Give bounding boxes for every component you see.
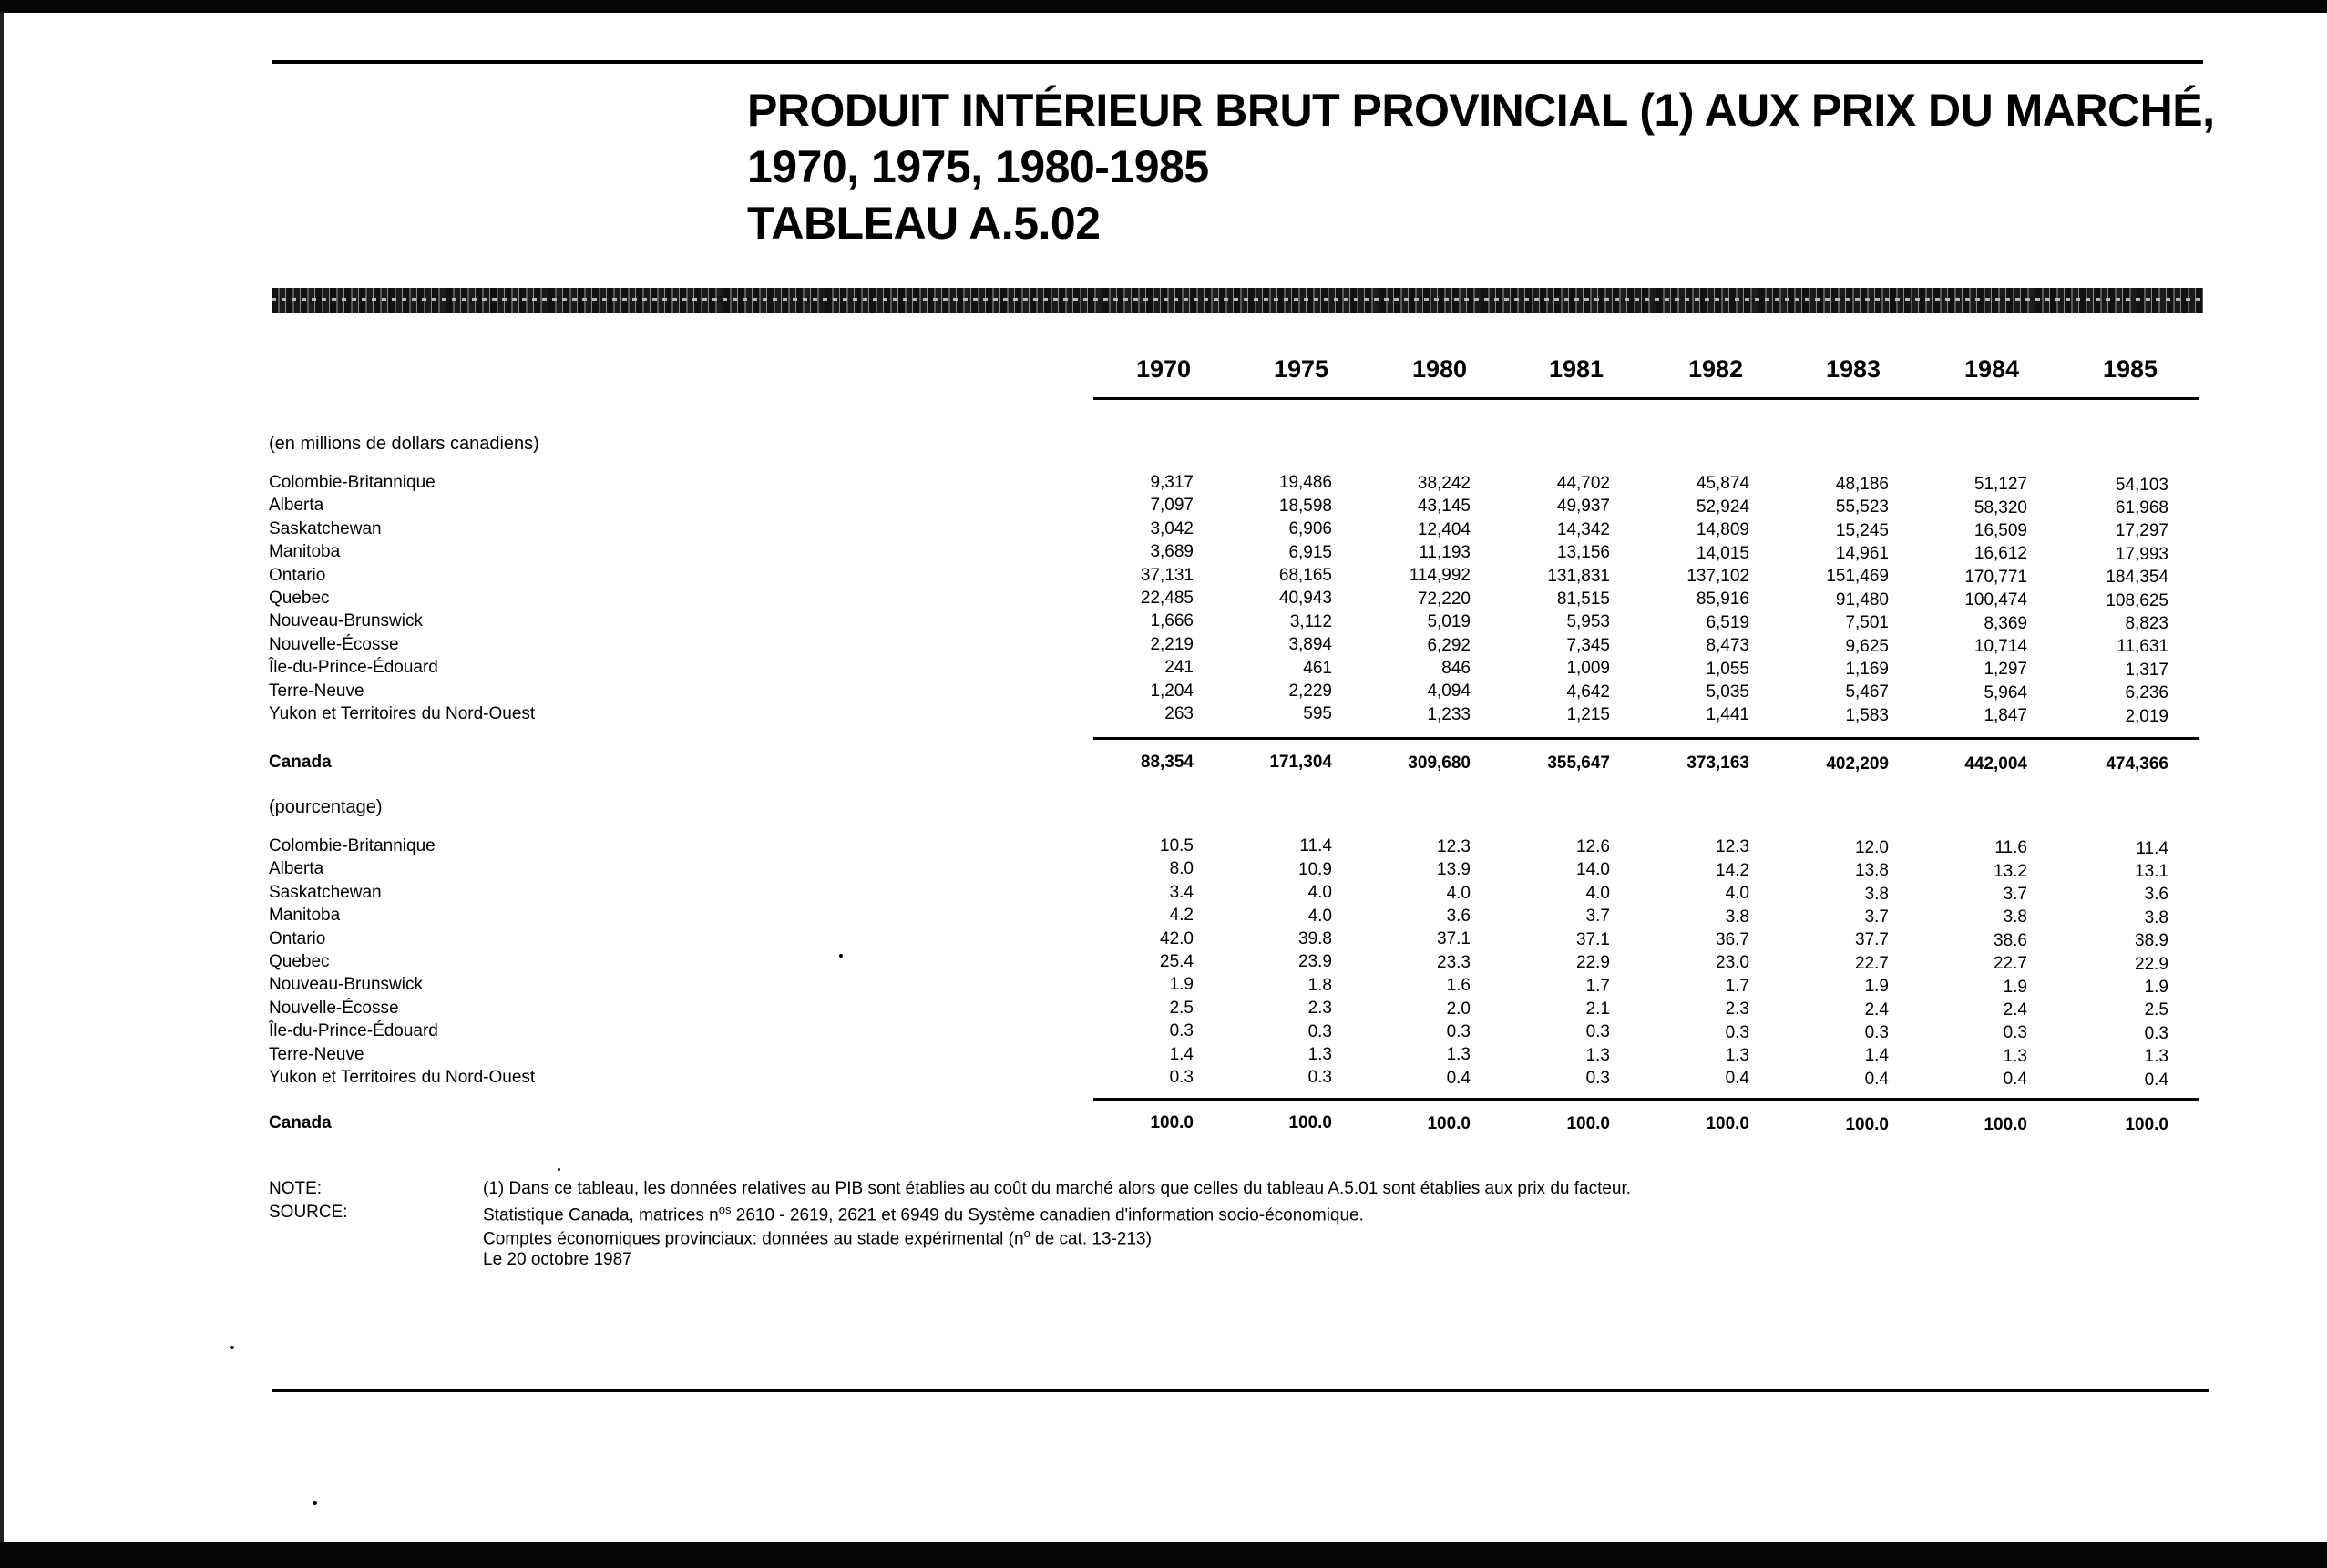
percent-row-label: Alberta — [269, 859, 324, 879]
percent-cell: 0.4 — [1725, 1069, 1749, 1089]
millions-cell: 14,961 — [1835, 544, 1889, 563]
millions-cell: 100,474 — [1964, 590, 2027, 610]
percent-cell: 22.9 — [2135, 954, 2168, 974]
scan-left-edge — [0, 13, 4, 1542]
percent-cell: 10.5 — [1160, 836, 1194, 856]
note-text: (1) Dans ce tableau, les données relatives au PIB sont établies au coût du marché alors que celles du tableau A.5.01 sont établies aux prix du facteur. — [483, 1179, 1632, 1198]
millions-cell: 8,369 — [1984, 613, 2027, 633]
percent-cell: 22.9 — [1576, 953, 1610, 972]
percent-cell: 11.4 — [2136, 838, 2168, 858]
percent-cell: 2.3 — [1307, 999, 1332, 1019]
percent-cell: 13.9 — [1437, 860, 1471, 880]
percent-cell: 11.6 — [1994, 838, 2027, 858]
millions-cell: 5,035 — [1706, 682, 1749, 702]
percent-cell: 8.0 — [1169, 859, 1194, 879]
percent-cell: 1.3 — [1307, 1044, 1332, 1064]
percent-cell: 0.3 — [1307, 1021, 1332, 1041]
millions-heading: (en millions de dollars canadiens) — [269, 434, 539, 454]
percent-total-cell: 100.0 — [1288, 1113, 1332, 1133]
source-line-1-a: Statistique Canada, matrices n — [483, 1205, 719, 1225]
year-header-4: 1982 — [1687, 355, 1744, 383]
millions-cell: 11,193 — [1419, 542, 1471, 562]
millions-row-label: Nouveau-Brunswick — [269, 611, 423, 631]
year-header-0: 1970 — [1135, 355, 1192, 383]
year-header-1: 1975 — [1273, 355, 1329, 383]
percent-row-label: Ontario — [269, 928, 326, 948]
millions-cell: 22,485 — [1140, 589, 1194, 608]
millions-row-label: Ontario — [269, 565, 326, 585]
millions-cell: 461 — [1303, 658, 1332, 678]
percent-cell: 1.9 — [1169, 975, 1194, 995]
millions-cell: 131,831 — [1547, 566, 1610, 586]
millions-total-rule — [1093, 737, 2199, 740]
millions-cell: 1,055 — [1706, 659, 1749, 679]
percent-total-cell: 100.0 — [1150, 1113, 1194, 1132]
percent-cell: 3.8 — [1864, 884, 1889, 904]
percent-cell: 0.3 — [1169, 1068, 1194, 1087]
millions-total-cell: 88,354 — [1140, 753, 1194, 772]
percent-row-label: Saskatchewan — [269, 882, 382, 902]
millions-cell: 55,523 — [1835, 497, 1889, 518]
percent-cell: 2.4 — [2003, 999, 2027, 1020]
millions-cell: 14,015 — [1696, 543, 1749, 563]
millions-cell: 81,515 — [1556, 589, 1610, 609]
millions-cell: 68,165 — [1278, 566, 1332, 585]
percent-total-cell: 100.0 — [2125, 1115, 2168, 1135]
percent-total-cell: 100.0 — [1845, 1114, 1889, 1134]
millions-cell: 8,823 — [2125, 613, 2168, 633]
millions-cell: 15,245 — [1835, 520, 1889, 540]
page-title — [747, 82, 2214, 251]
percent-cell: 10.9 — [1298, 859, 1332, 879]
percent-cell: 2.5 — [1169, 998, 1194, 1018]
millions-cell: 10,714 — [1973, 636, 2027, 656]
percent-cell: 2.3 — [1725, 999, 1749, 1020]
millions-cell: 48,186 — [1835, 474, 1889, 494]
percent-cell: 14.0 — [1576, 860, 1610, 880]
percent-cell: 13.1 — [2135, 861, 2168, 881]
percent-cell: 3.8 — [1725, 907, 1749, 927]
percent-cell: 37.1 — [1437, 929, 1471, 949]
percent-cell: 11.4 — [1299, 836, 1332, 856]
percent-cell: 3.7 — [2003, 884, 2027, 904]
millions-row-label: Nouvelle-Écosse — [269, 634, 399, 654]
millions-cell: 137,102 — [1686, 567, 1749, 586]
percent-row-label: Colombie-Britannique — [269, 836, 436, 856]
year-header-2: 1980 — [1411, 355, 1468, 383]
decorative-band — [272, 288, 2203, 313]
millions-cell: 3,042 — [1150, 518, 1194, 538]
millions-cell: 1,583 — [1845, 705, 1889, 725]
top-rule — [272, 60, 2203, 64]
percent-cell: 2.5 — [2144, 1000, 2168, 1020]
percent-cell: 1.9 — [1864, 977, 1889, 997]
percent-cell: 3.8 — [2003, 907, 2027, 927]
percent-cell: 22.7 — [1855, 953, 1889, 973]
millions-cell: 3,689 — [1150, 542, 1194, 562]
millions-total-cell: 402,209 — [1826, 753, 1889, 774]
millions-cell: 54,103 — [2115, 475, 2168, 495]
millions-cell: 595 — [1303, 704, 1332, 724]
percent-cell: 4.0 — [1307, 906, 1332, 926]
percent-cell: 1.7 — [1585, 976, 1610, 996]
millions-row-label: Quebec — [269, 589, 330, 608]
percent-cell: 12.6 — [1576, 837, 1610, 856]
millions-cell: 1,204 — [1150, 681, 1194, 701]
millions-cell: 184,354 — [2106, 568, 2168, 588]
millions-cell: 114,992 — [1409, 566, 1471, 586]
millions-row-label: Manitoba — [269, 542, 341, 562]
scan-speck — [839, 954, 843, 958]
millions-cell: 11,631 — [2117, 637, 2168, 657]
millions-cell: 14,342 — [1556, 519, 1610, 539]
millions-cell: 8,473 — [1706, 636, 1749, 656]
millions-total-label: Canada — [269, 753, 332, 772]
millions-row-label: Île-du-Prince-Édouard — [269, 658, 438, 678]
percent-cell: 42.0 — [1160, 928, 1194, 948]
percent-cell: 2.4 — [1864, 999, 1889, 1020]
millions-cell: 1,666 — [1150, 611, 1194, 631]
millions-total-cell: 171,304 — [1269, 753, 1332, 773]
millions-cell: 2,219 — [1150, 634, 1194, 654]
percent-cell: 23.9 — [1298, 952, 1332, 972]
percent-cell: 38.6 — [1994, 930, 2027, 950]
percent-cell: 4.2 — [1169, 906, 1194, 926]
percent-cell: 2.1 — [1585, 999, 1610, 1019]
millions-cell: 44,702 — [1556, 474, 1610, 493]
percent-cell: 0.3 — [1585, 1069, 1610, 1088]
millions-row-label: Colombie-Britannique — [269, 473, 436, 492]
millions-cell: 6,906 — [1288, 519, 1332, 539]
millions-cell: 9,317 — [1150, 473, 1194, 492]
percent-cell: 3.4 — [1169, 882, 1194, 902]
header-rule — [1093, 397, 2199, 400]
millions-cell: 7,345 — [1566, 635, 1610, 655]
percent-cell: 23.3 — [1437, 952, 1471, 972]
millions-cell: 85,916 — [1696, 589, 1749, 610]
year-header-3: 1981 — [1548, 355, 1604, 383]
percent-row-label: Manitoba — [269, 906, 341, 926]
millions-cell: 5,953 — [1566, 612, 1610, 632]
percent-cell: 0.3 — [1307, 1068, 1332, 1088]
source-line-1-b: 2610 - 2619, 2621 et 6949 du Système canadien d'information socio-économique. — [731, 1205, 1364, 1225]
millions-cell: 151,469 — [1826, 567, 1889, 587]
millions-cell: 18,598 — [1278, 496, 1332, 516]
percent-total-rule — [1093, 1098, 2199, 1101]
percent-row-label: Terre-Neuve — [269, 1044, 364, 1064]
bottom-rule — [272, 1389, 2209, 1392]
year-header-6: 1984 — [1963, 355, 2020, 383]
millions-cell: 108,625 — [2106, 590, 2168, 610]
millions-cell: 2,019 — [2125, 706, 2168, 726]
percent-cell: 39.8 — [1298, 929, 1332, 948]
percent-cell: 0.4 — [2144, 1070, 2168, 1090]
millions-cell: 91,480 — [1835, 589, 1889, 610]
millions-cell: 38,242 — [1417, 473, 1471, 493]
source-line-1 — [483, 1203, 1364, 1225]
percent-total-cell: 100.0 — [1427, 1113, 1471, 1133]
percent-row-label: Nouveau-Brunswick — [269, 975, 423, 995]
title-line-3: TABLEAU A.5.02 — [747, 198, 1101, 249]
percent-cell: 13.2 — [1994, 861, 2027, 881]
percent-cell: 1.4 — [1864, 1046, 1889, 1066]
source-line-2-b: de cat. 13-213) — [1030, 1229, 1152, 1249]
millions-total-cell: 474,366 — [2106, 754, 2168, 774]
scan-speck — [558, 1168, 560, 1171]
percent-cell: 1.3 — [1585, 1045, 1610, 1065]
percent-cell: 4.0 — [1307, 883, 1332, 903]
percent-cell: 4.0 — [1725, 884, 1749, 904]
millions-cell: 1,297 — [1984, 660, 2027, 680]
percent-cell: 0.3 — [1169, 1021, 1194, 1041]
percent-cell: 3.7 — [1585, 907, 1610, 927]
percent-cell: 12.3 — [1437, 836, 1471, 856]
percent-cell: 1.6 — [1446, 976, 1471, 996]
percent-cell: 1.8 — [1307, 975, 1332, 995]
percent-heading: (pourcentage) — [269, 797, 383, 817]
year-header-5: 1983 — [1825, 355, 1881, 383]
millions-cell: 241 — [1164, 658, 1194, 678]
percent-cell: 0.3 — [2144, 1023, 2168, 1043]
percent-cell: 4.0 — [1446, 883, 1471, 903]
scan-speck — [230, 1346, 234, 1349]
millions-cell: 14,809 — [1696, 520, 1749, 540]
percent-row-label: Nouvelle-Écosse — [269, 998, 399, 1018]
millions-cell: 43,145 — [1417, 497, 1471, 517]
percent-cell: 1.3 — [1446, 1045, 1471, 1065]
millions-cell: 6,915 — [1288, 542, 1332, 562]
millions-cell: 58,320 — [1973, 497, 2027, 518]
percent-cell: 1.3 — [1725, 1046, 1749, 1065]
percent-cell: 14.2 — [1716, 860, 1749, 880]
millions-total-cell: 373,163 — [1686, 753, 1749, 774]
millions-cell: 4,094 — [1427, 682, 1471, 702]
millions-cell: 19,486 — [1278, 473, 1332, 493]
percent-cell: 0.4 — [2003, 1070, 2027, 1090]
scan-bottom-edge — [0, 1542, 2327, 1568]
millions-cell: 263 — [1164, 704, 1194, 723]
source-line-2-a: Comptes économiques provinciaux: données au stade expérimental (n — [483, 1229, 1024, 1249]
millions-cell: 40,943 — [1278, 589, 1332, 609]
percent-cell: 3.6 — [2144, 885, 2168, 905]
source-line-1-sup: os — [718, 1203, 732, 1216]
millions-cell: 72,220 — [1417, 589, 1471, 609]
percent-cell: 1.3 — [2003, 1046, 2027, 1066]
percent-cell: 2.0 — [1446, 999, 1471, 1019]
source-line-2 — [483, 1226, 1152, 1249]
percent-cell: 12.0 — [1855, 837, 1889, 857]
percent-cell: 0.3 — [2003, 1023, 2027, 1043]
millions-cell: 7,501 — [1845, 613, 1889, 633]
note-label: NOTE: — [269, 1179, 323, 1198]
millions-cell: 5,019 — [1427, 612, 1471, 632]
percent-row-label: Île-du-Prince-Édouard — [269, 1021, 438, 1041]
percent-cell: 0.3 — [1725, 1022, 1749, 1042]
millions-cell: 49,937 — [1556, 497, 1610, 517]
title-line-2: 1970, 1975, 1980-1985 — [747, 141, 1209, 192]
millions-cell: 6,519 — [1706, 612, 1749, 632]
millions-cell: 37,131 — [1140, 565, 1194, 585]
millions-cell: 1,441 — [1706, 705, 1749, 725]
source-label: SOURCE: — [269, 1203, 348, 1222]
percent-cell: 12.3 — [1716, 837, 1749, 857]
millions-cell: 12,404 — [1417, 519, 1471, 539]
percent-cell: 25.4 — [1160, 952, 1194, 971]
millions-cell: 1,847 — [1984, 706, 2027, 726]
millions-cell: 1,233 — [1427, 704, 1471, 724]
millions-cell: 3,112 — [1289, 611, 1332, 631]
percent-cell: 1.9 — [2144, 977, 2168, 997]
scan-top-edge — [0, 0, 2327, 13]
percent-cell: 1.3 — [2144, 1047, 2168, 1066]
percent-cell: 1.9 — [2003, 977, 2027, 997]
percent-cell: 36.7 — [1716, 930, 1749, 949]
percent-cell: 0.4 — [1864, 1069, 1889, 1089]
millions-cell: 7,097 — [1150, 496, 1194, 516]
source-line-2-sup: o — [1023, 1226, 1030, 1240]
millions-cell: 6,292 — [1427, 635, 1471, 655]
millions-cell: 1,009 — [1566, 659, 1610, 679]
millions-cell: 9,625 — [1845, 636, 1889, 656]
percent-cell: 1.7 — [1725, 976, 1749, 996]
percent-cell: 22.7 — [1994, 954, 2027, 974]
millions-cell: 1,317 — [2125, 660, 2168, 680]
percent-cell: 0.3 — [1585, 1022, 1610, 1042]
percent-cell: 0.3 — [1446, 1021, 1471, 1041]
millions-cell: 3,894 — [1288, 635, 1332, 655]
millions-cell: 2,229 — [1288, 682, 1332, 701]
percent-cell: 3.7 — [1864, 907, 1889, 927]
millions-total-cell: 442,004 — [1964, 753, 2027, 774]
millions-cell: 16,509 — [1973, 520, 2027, 540]
percent-total-cell: 100.0 — [1984, 1114, 2027, 1134]
millions-cell: 13,156 — [1556, 543, 1610, 563]
millions-cell: 5,964 — [1984, 682, 2027, 702]
millions-cell: 61,968 — [2115, 497, 2168, 518]
percent-cell: 1.4 — [1169, 1044, 1194, 1064]
document-date: Le 20 octobre 1987 — [483, 1250, 632, 1269]
millions-cell: 45,874 — [1696, 474, 1749, 494]
millions-cell: 1,169 — [1845, 660, 1889, 679]
percent-cell: 0.3 — [1864, 1023, 1889, 1042]
millions-cell: 4,642 — [1566, 682, 1610, 702]
title-line-1: PRODUIT INTÉRIEUR BRUT PROVINCIAL (1) AUX PRIX DU MARCHÉ, — [747, 85, 2215, 136]
percent-cell: 23.0 — [1716, 953, 1749, 973]
percent-cell: 3.8 — [2144, 907, 2168, 927]
millions-cell: 17,297 — [2115, 521, 2168, 541]
year-header-7: 1985 — [2102, 355, 2158, 383]
millions-cell: 16,612 — [1973, 544, 2027, 564]
millions-cell: 5,467 — [1845, 682, 1889, 702]
percent-cell: 37.1 — [1576, 929, 1610, 949]
percent-cell: 38.9 — [2135, 931, 2168, 951]
millions-cell: 6,236 — [2125, 683, 2168, 703]
millions-total-cell: 309,680 — [1408, 753, 1471, 773]
millions-row-label: Saskatchewan — [269, 518, 382, 538]
millions-cell: 170,771 — [1964, 567, 2027, 587]
percent-row-label: Yukon et Territoires du Nord-Ouest — [269, 1068, 536, 1087]
millions-cell: 51,127 — [1973, 475, 2027, 495]
millions-cell: 1,215 — [1566, 705, 1610, 724]
millions-row-label: Alberta — [269, 496, 324, 516]
millions-total-cell: 355,647 — [1547, 753, 1610, 773]
percent-total-cell: 100.0 — [1566, 1113, 1610, 1133]
scan-speck — [313, 1501, 317, 1505]
millions-row-label: Yukon et Territoires du Nord-Ouest — [269, 704, 536, 723]
percent-total-cell: 100.0 — [1706, 1114, 1749, 1134]
millions-cell: 17,993 — [2115, 544, 2168, 564]
millions-cell: 846 — [1441, 658, 1471, 678]
percent-cell: 37.7 — [1855, 930, 1889, 950]
millions-cell: 52,924 — [1696, 497, 1749, 517]
percent-row-label: Quebec — [269, 952, 330, 971]
percent-cell: 13.8 — [1855, 861, 1889, 881]
percent-total-label: Canada — [269, 1113, 332, 1132]
percent-cell: 4.0 — [1585, 883, 1610, 903]
millions-row-label: Terre-Neuve — [269, 681, 364, 701]
percent-cell: 3.6 — [1446, 906, 1471, 926]
percent-cell: 0.4 — [1446, 1068, 1471, 1088]
